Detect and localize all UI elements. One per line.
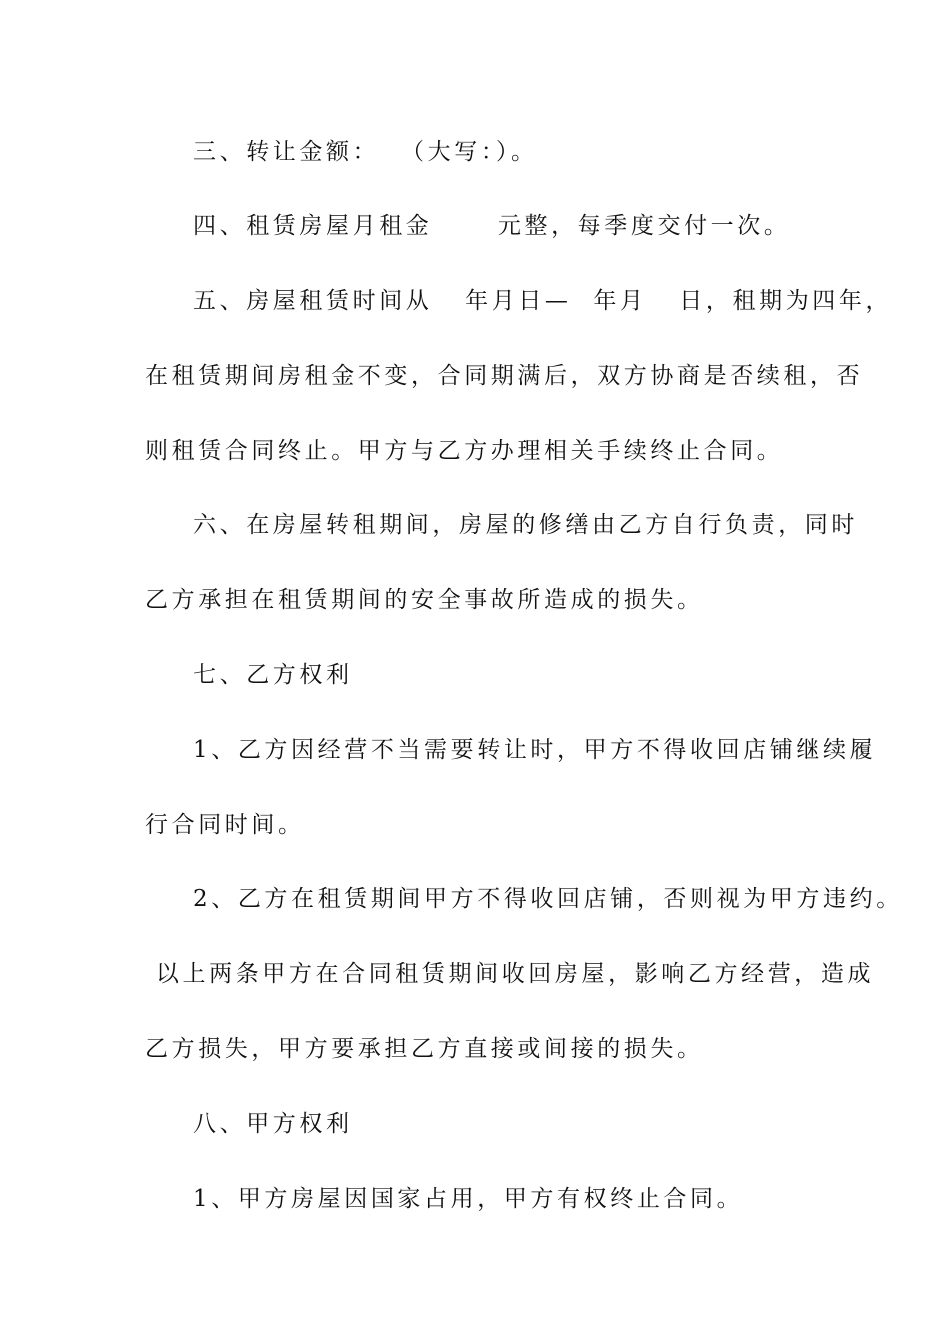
clause-3-transfer-amount: 三、转让金额： （大写：）。: [193, 139, 538, 165]
clause-5-lease-term: 五、房屋租赁时间从 年月日— 年月 日，租期为四年，: [193, 288, 893, 314]
clause-7-item-2: 2、乙方在租赁期间甲方不得收回店铺，否则视为甲方违约。: [193, 886, 903, 912]
clause-4-monthly-rent: 四、租赁房屋月租金 元整，每季度交付一次。: [193, 213, 791, 239]
clause-7-note: 以上两条甲方在合同租赁期间收回房屋，影响乙方经营，造成: [145, 961, 875, 987]
clause-8-heading: 八、甲方权利: [193, 1111, 353, 1137]
clause-8-item-1: 1、甲方房屋因国家占用，甲方有权终止合同。: [193, 1186, 744, 1212]
clause-5-continuation-2: 则租赁合同终止。甲方与乙方办理相关手续终止合同。: [145, 438, 784, 464]
clause-5-continuation-1: 在租赁期间房租金不变，合同期满后，双方协商是否续租，否: [145, 363, 864, 389]
clause-7-item-1: 1、乙方因经营不当需要转让时，甲方不得收回店铺继续履: [193, 737, 877, 763]
clause-6-continuation: 乙方承担在租赁期间的安全事故所造成的损失。: [145, 587, 704, 613]
clause-7-note-continuation: 乙方损失，甲方要承担乙方直接或间接的损失。: [145, 1036, 704, 1062]
clause-7-item-1-continuation: 行合同时间。: [145, 812, 305, 838]
clause-6-sublease-repairs: 六、在房屋转租期间，房屋的修缮由乙方自行负责，同时: [193, 512, 858, 538]
clause-7-heading: 七、乙方权利: [193, 662, 353, 688]
